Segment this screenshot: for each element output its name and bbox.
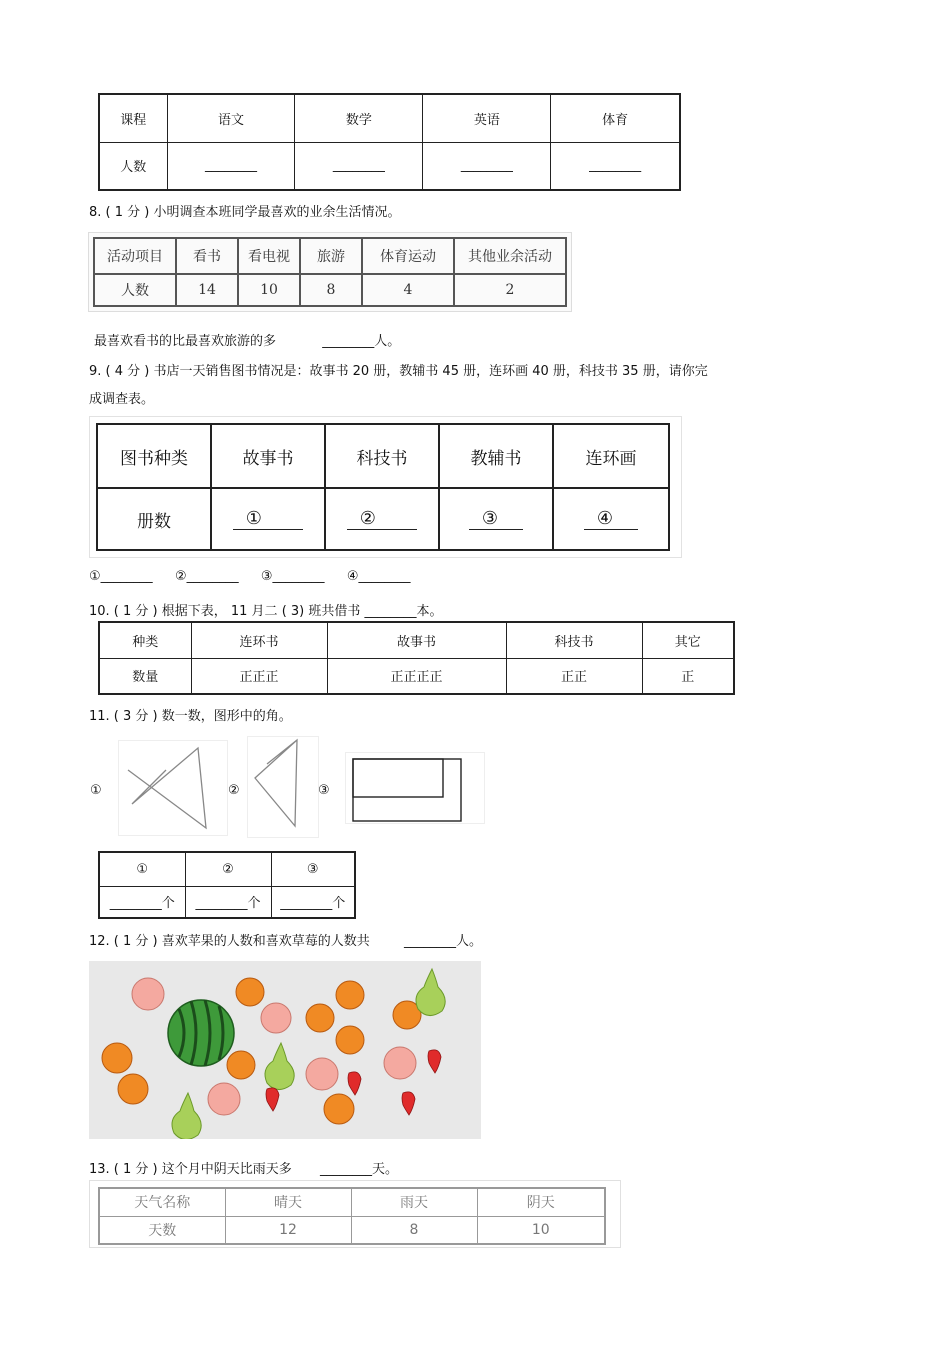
q8-table-image xyxy=(88,232,572,312)
q13-cell: 10 xyxy=(477,1216,605,1244)
q13-col: 晴天 xyxy=(225,1188,351,1216)
q10-cell: 正正正 xyxy=(191,658,327,694)
q9-answer-1[interactable]: ________ xyxy=(100,569,153,584)
course-header-label: 课程 xyxy=(99,94,167,142)
course-pe: 体育 xyxy=(551,94,680,142)
fig-label-2: ② xyxy=(228,783,240,798)
q11-col: ② xyxy=(185,852,271,886)
apple-icon xyxy=(132,978,164,1010)
course-table xyxy=(98,93,681,191)
q10-table xyxy=(98,621,735,695)
count-blank[interactable]: ________ xyxy=(423,142,551,190)
orange-icon xyxy=(336,1026,364,1054)
q11-col: ① xyxy=(99,852,185,886)
q8-col: 活动项目 xyxy=(94,238,176,274)
q8-answer-blank[interactable]: ________ xyxy=(322,334,375,349)
q12-answer-blank[interactable]: ________ xyxy=(404,934,457,949)
q9-col: 连环画 xyxy=(553,424,669,488)
q8-header: 8. ( 1 分 ) 小明调查本班同学最喜欢的业余生活情况。 xyxy=(89,205,401,220)
q13-col: 雨天 xyxy=(351,1188,477,1216)
orange-icon xyxy=(118,1074,148,1104)
count-blank[interactable]: ________ xyxy=(295,142,423,190)
q13-col: 天气名称 xyxy=(99,1188,225,1216)
q9-answer-4[interactable]: ________ xyxy=(358,569,411,584)
orange-icon xyxy=(324,1094,354,1124)
count-label: 人数 xyxy=(99,142,167,190)
q13-header: 13. ( 1 分 ) 这个月中阴天比雨天多 ________天。 xyxy=(89,1162,399,1177)
q10-cell: 正正正正 xyxy=(327,658,506,694)
q9-answer-2[interactable]: ________ xyxy=(186,569,239,584)
fig-label-1: ① xyxy=(90,783,102,798)
orange-icon xyxy=(306,1004,334,1032)
q9-col: 故事书 xyxy=(211,424,325,488)
q11-col: ③ xyxy=(271,852,355,886)
fig-label-3: ③ xyxy=(318,783,330,798)
q9-col: 教辅书 xyxy=(439,424,553,488)
orange-icon xyxy=(227,1051,255,1079)
q11-header: 11. ( 3 分 ) 数一数，图形中的角。 xyxy=(89,709,292,724)
q9-row-label: 册数 xyxy=(97,488,211,550)
q8-question: 最喜欢看书的比最喜欢旅游的多 ________人。 xyxy=(94,334,401,349)
q8-col: 体育运动 xyxy=(362,238,454,274)
count-blank[interactable]: ________ xyxy=(551,142,680,190)
q10-answer-blank[interactable]: ________ xyxy=(364,604,417,619)
orange-icon xyxy=(336,981,364,1009)
q10-col: 连环书 xyxy=(191,622,327,658)
q8-cell: 人数 xyxy=(94,274,176,306)
q11-table xyxy=(98,851,356,919)
q8-cell: 2 xyxy=(454,274,566,306)
watermelon-icon xyxy=(168,1000,234,1066)
q10-col: 种类 xyxy=(99,622,191,658)
q11-answer-2[interactable]: ________个 xyxy=(185,886,271,918)
q10-cell: 正 xyxy=(642,658,734,694)
orange-icon xyxy=(102,1043,132,1073)
apple-icon xyxy=(384,1047,416,1079)
q11-answer-1[interactable]: ________个 xyxy=(99,886,185,918)
course-math: 数学 xyxy=(295,94,423,142)
q8-cell: 14 xyxy=(176,274,238,306)
q11-answer-3[interactable]: ________个 xyxy=(271,886,355,918)
count-blank[interactable]: ________ xyxy=(167,142,295,190)
q9-blank-3[interactable]: ③ xyxy=(439,488,553,550)
q9-blank-4[interactable]: ④ xyxy=(553,488,669,550)
q10-col: 其它 xyxy=(642,622,734,658)
q9-table xyxy=(96,423,670,551)
q8-cell: 8 xyxy=(300,274,362,306)
q9-answer-row: ①________ ②________ ③________ ④________ xyxy=(89,569,411,584)
q9-blank-2[interactable]: ② xyxy=(325,488,439,550)
q8-col: 旅游 xyxy=(300,238,362,274)
q9-col: 图书种类 xyxy=(97,424,211,488)
angle-figure-2 xyxy=(247,736,319,838)
orange-icon xyxy=(236,978,264,1006)
q10-col: 科技书 xyxy=(506,622,642,658)
q13-col: 阴天 xyxy=(477,1188,605,1216)
q10-col: 故事书 xyxy=(327,622,506,658)
q8-cell: 4 xyxy=(362,274,454,306)
q9-blank-1[interactable]: ① xyxy=(211,488,325,550)
q8-col: 看书 xyxy=(176,238,238,274)
q9-header-line2: 成调查表。 xyxy=(89,392,155,407)
course-chinese: 语文 xyxy=(167,94,295,142)
q13-table xyxy=(98,1187,606,1245)
q10-header: 10. ( 1 分 ) 根据下表， 11 月二 ( 3) 班共借书 ________本。 xyxy=(89,604,443,619)
q10-cell: 正正 xyxy=(506,658,642,694)
q9-answer-3[interactable]: ________ xyxy=(272,569,325,584)
q10-cell: 数量 xyxy=(99,658,191,694)
q8-col: 其他业余活动 xyxy=(454,238,566,274)
apple-icon xyxy=(261,1003,291,1033)
q9-table-image xyxy=(89,416,682,558)
q8-cell: 10 xyxy=(238,274,300,306)
q13-cell: 天数 xyxy=(99,1216,225,1244)
course-english: 英语 xyxy=(423,94,551,142)
q8-table xyxy=(93,237,567,307)
apple-icon xyxy=(208,1083,240,1115)
apple-icon xyxy=(306,1058,338,1090)
angle-figure-1 xyxy=(118,740,228,836)
q13-cell: 8 xyxy=(351,1216,477,1244)
q9-header-line1: 9. ( 4 分 ) 书店一天销售图书情况是：故事书 20 册，教辅书 45 册，连环画 40 册，科技书 35 册，请你完 xyxy=(89,364,708,379)
q13-answer-blank[interactable]: ________ xyxy=(320,1162,373,1177)
fruit-picture xyxy=(89,961,481,1139)
q13-table-image xyxy=(89,1180,621,1248)
angle-figure-3 xyxy=(345,752,485,824)
q13-cell: 12 xyxy=(225,1216,351,1244)
q12-header: 12. ( 1 分 ) 喜欢苹果的人数和喜欢草莓的人数共 ________人。 xyxy=(89,934,483,949)
q9-col: 科技书 xyxy=(325,424,439,488)
q8-col: 看电视 xyxy=(238,238,300,274)
